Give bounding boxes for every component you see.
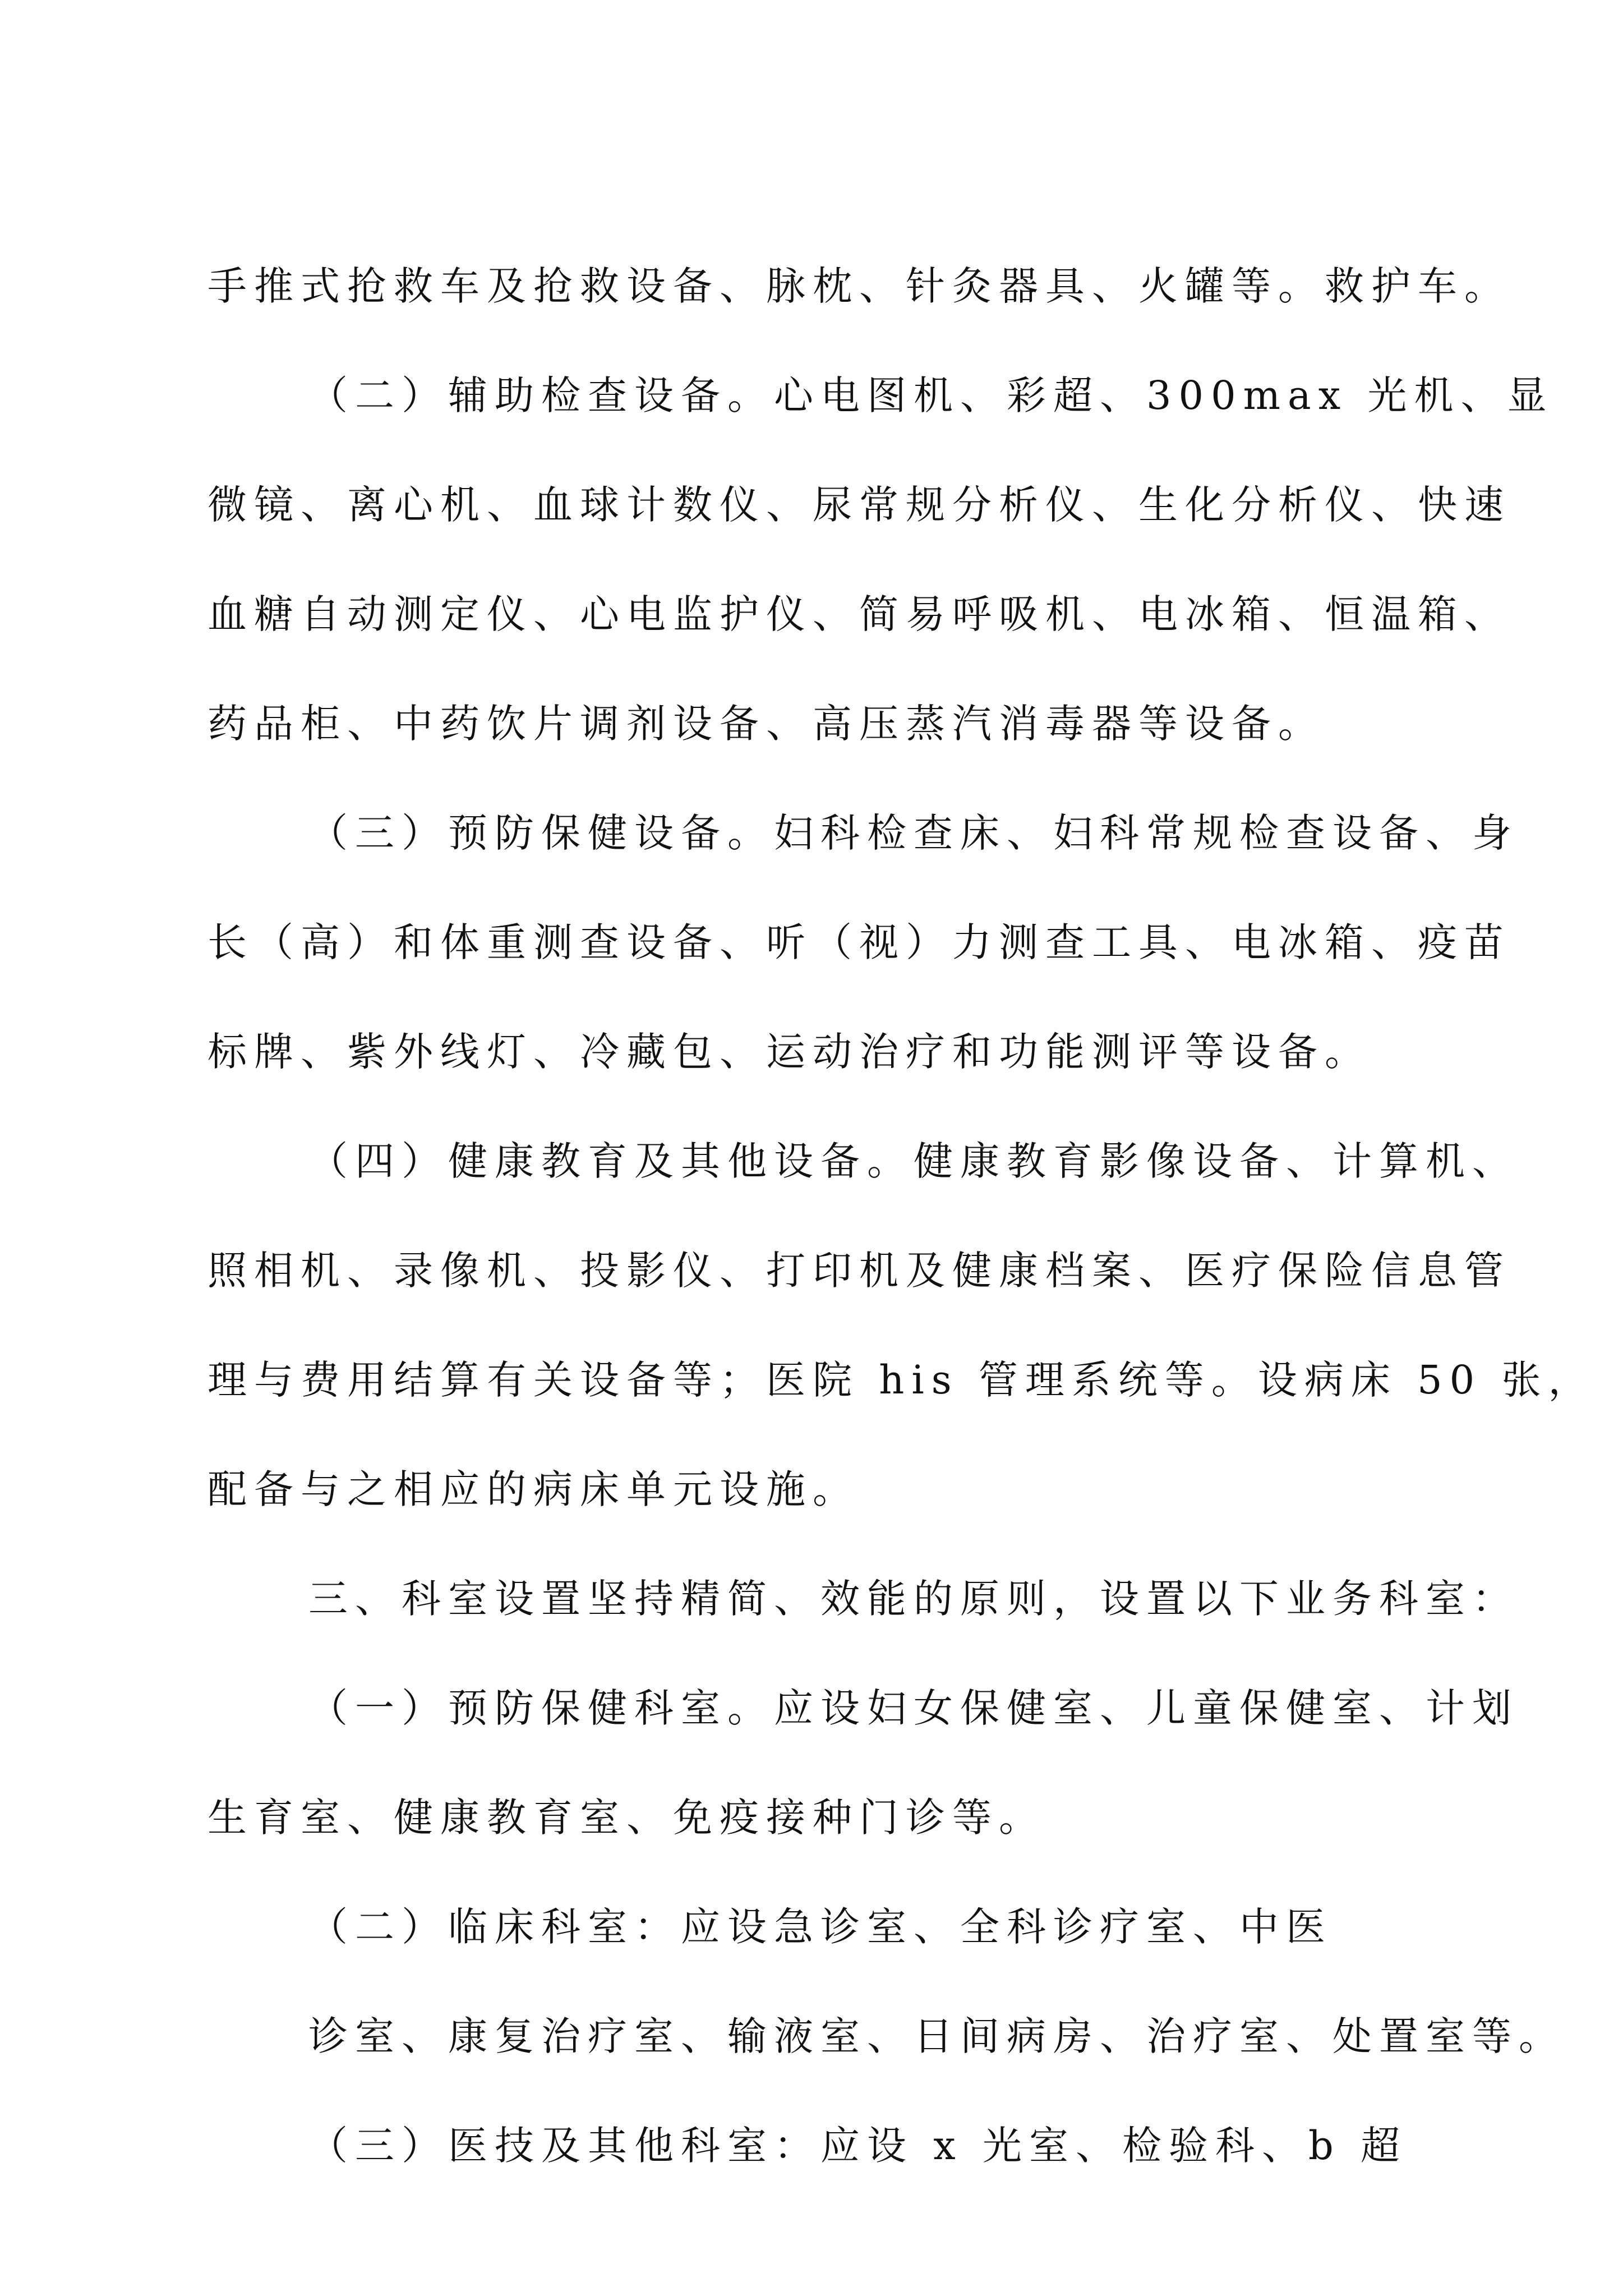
- text-line: （四）健康教育及其他设备。健康教育影像设备、计算机、: [308, 1138, 1519, 1184]
- text-line: 手推式抢救车及抢救设备、脉枕、针灸器具、火罐等。救护车。: [208, 263, 1511, 309]
- text-line: （三）医技及其他科室：应设 x 光室、检验科、b 超: [308, 2123, 1408, 2169]
- text-line: 配备与之相应的病床单元设施。: [208, 1466, 859, 1512]
- text-line: 生育室、健康教育室、免疫接种门诊等。: [208, 1795, 1045, 1841]
- text-line: （二）临床科室：应设急诊室、全科诊疗室、中医: [308, 1904, 1332, 1950]
- text-line: 微镜、离心机、血球计数仪、尿常规分析仪、生化分析仪、快速: [208, 482, 1511, 528]
- text-line: 长（高）和体重测查设备、听（视）力测查工具、电冰箱、疫苗: [208, 919, 1511, 965]
- text-line: 理与费用结算有关设备等；医院 his 管理系统等。设病床 50 张，: [208, 1357, 1595, 1403]
- text-line: （三）预防保健设备。妇科检查床、妇科常规检查设备、身: [308, 810, 1519, 856]
- text-line: 药品柜、中药饮片调剂设备、高压蒸汽消毒器等设备。: [208, 701, 1325, 747]
- section-heading: 三、科室设置坚持精简、效能的原则，设置以下业务科室：: [308, 1576, 1519, 1622]
- text-line: （二）辅助检查设备。心电图机、彩超、300max 光机、显: [308, 372, 1554, 418]
- text-line: 标牌、紫外线灯、冷藏包、运动治疗和功能测评等设备。: [208, 1029, 1371, 1075]
- text-line: 照相机、录像机、投影仪、打印机及健康档案、医疗保险信息管: [208, 1248, 1511, 1294]
- text-line: 诊室、康复治疗室、输液室、日间病房、治疗室、处置室等。: [308, 2013, 1565, 2059]
- text-line: （一）预防保健科室。应设妇女保健室、儿童保健室、计划: [308, 1685, 1519, 1731]
- text-line: 血糖自动测定仪、心电监护仪、简易呼吸机、电冰箱、恒温箱、: [208, 591, 1511, 637]
